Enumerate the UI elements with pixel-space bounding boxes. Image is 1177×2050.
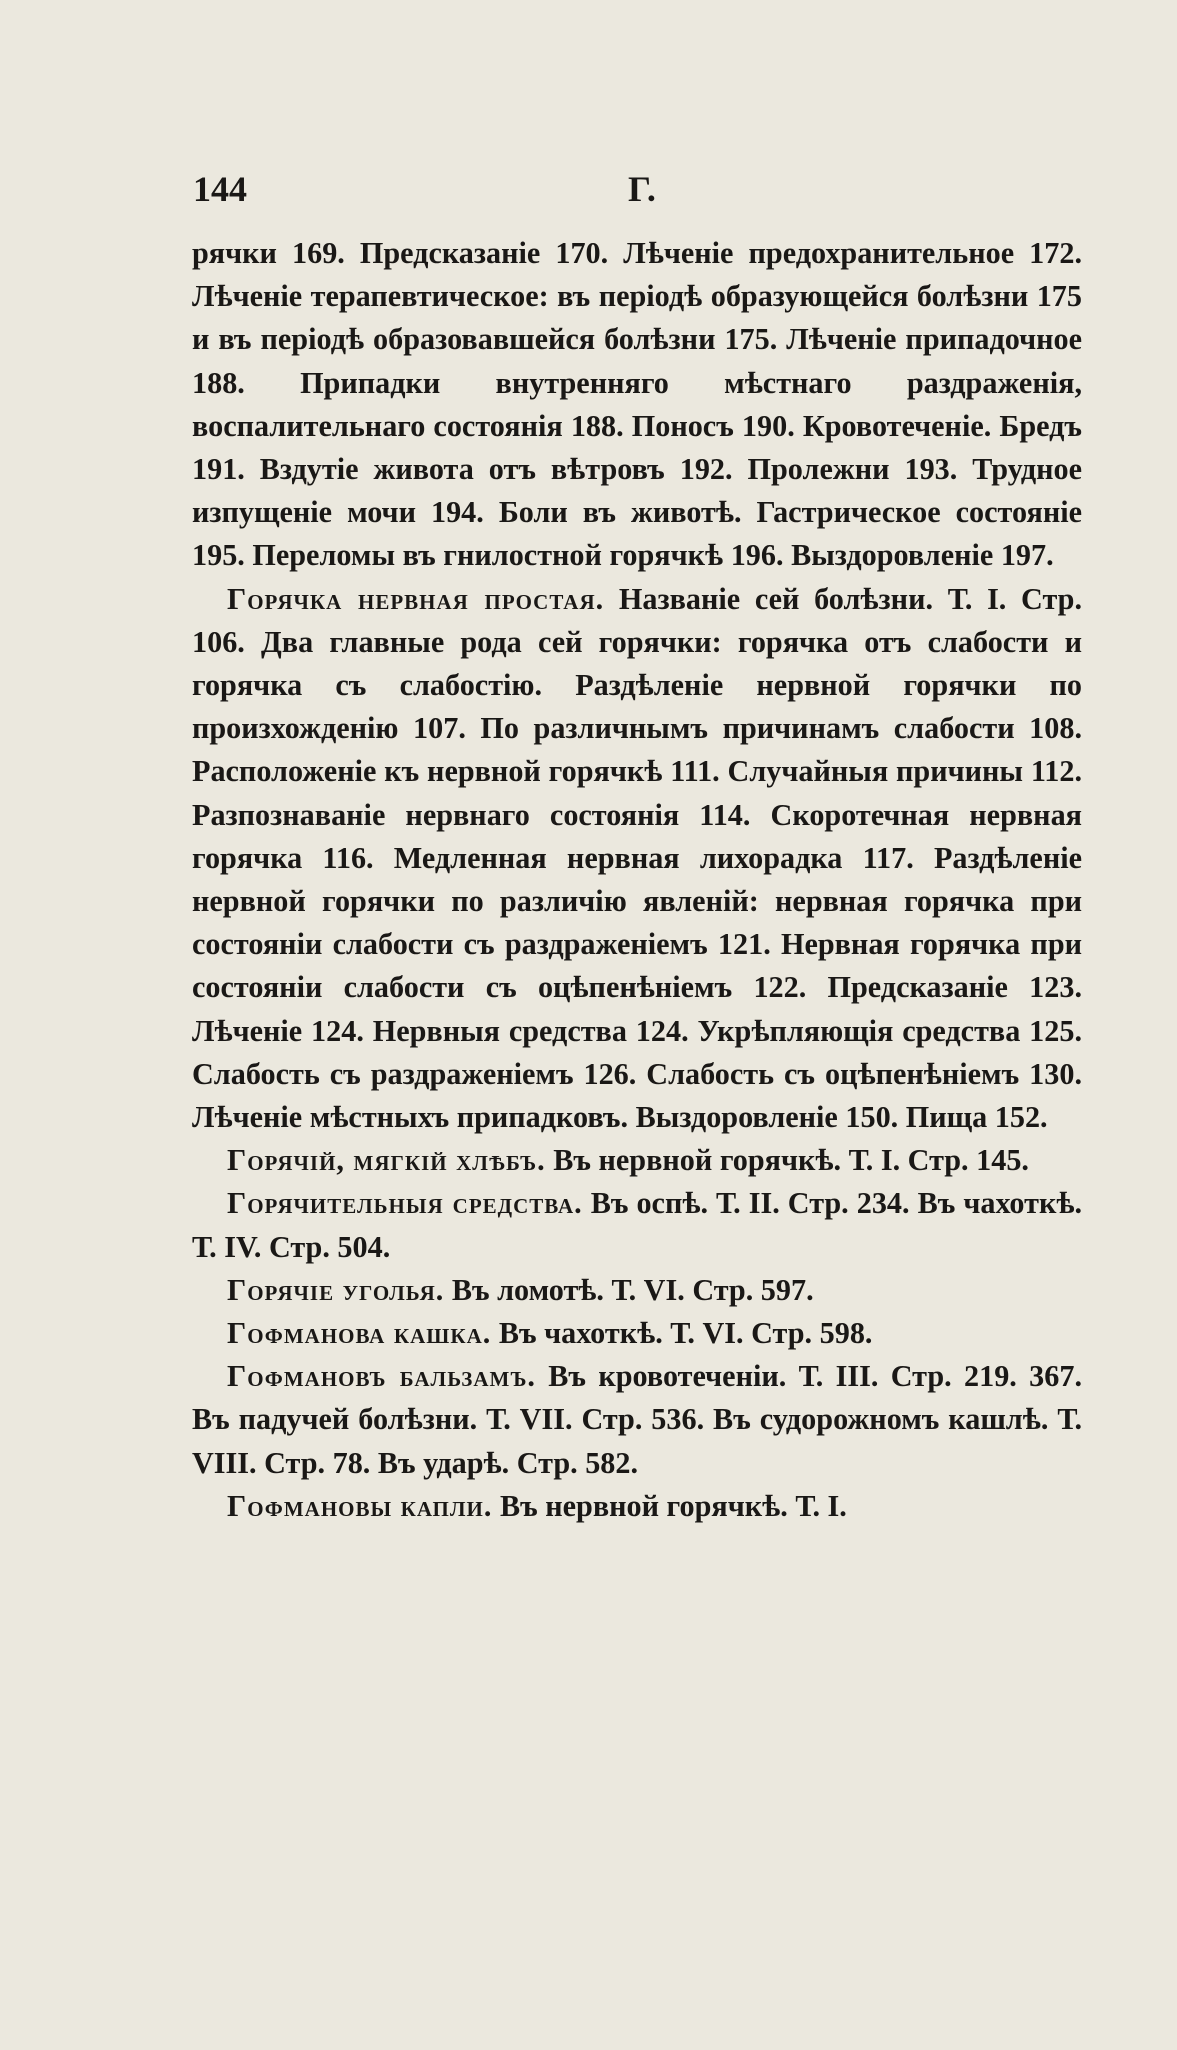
entry-text: Названіе сей болѣзни. Т. I. Стр. 106. Два главные рода сей горячки: горячка отъ слабости и горячка съ слабостію. Раздѣленіе нервной горячки по произхожденію 107. По различнымъ причинамъ слабости 108. Расположеніе къ нервной горячкѣ 111. Случайныя причины 112. Разпознаваніе нервнаго состоянія 114. Скоротечная нервная горячка 116. Медленная нервная лихорадка 117. Раздѣленіе нервной горячки по различію явленій: нервная горячка при состояніи слабости съ раздраженіемъ 121. Нервная горячка при состояніи слабости съ оцѣпенѣніемъ 122. Предсказаніе 123. Лѣченіе 124. Нервныя средства 124. Укрѣпляющія средства 125. Слабость съ раздраженіемъ 126. Слабость съ оцѣпенѣніемъ 130. Лѣченіе мѣстныхъ припадковъ. Выздоровленіе 150. Пища 152. [192,581,1082,1135]
index-entry [192,1355,1082,1485]
index-entry [192,232,1082,578]
entry-head: Гофмановы капли. [227,1488,493,1523]
page-header [193,168,1093,228]
entry-head: Гофманова кашка. [227,1316,492,1351]
index-entry [192,1182,1082,1268]
entry-head: Гофмановъ бальзамъ. [227,1359,536,1394]
entry-head: Горячка нервная простая. [227,581,605,616]
entry-text: Въ кровотеченіи. Т. III. Стр. 219. 367. Въ падучей болѣзни. Т. VII. Стр. 536. Въ судорожномъ кашлѣ. Т. VIII. Стр. 78. Въ ударѣ. Стр. 582. [192,1359,1082,1480]
running-head: Г. [628,169,656,209]
page-number: 144 [193,169,247,209]
entry-text: Въ чахоткѣ. Т. VI. Стр. 598. [491,1316,873,1351]
entry-head: Горячительныя средства. [227,1186,583,1221]
entry-text: Въ нервной горячкѣ. Т. I. Стр. 145. [545,1143,1029,1178]
entry-text: Въ оспѣ. Т. II. Стр. 234. Въ чахоткѣ. Т. IV. Стр. 504. [192,1186,1083,1264]
index-text [192,232,1082,1528]
entry-head: Горячіе уголья. [227,1272,445,1307]
entry-text: Въ ломотѣ. Т. VI. Стр. 597. [444,1272,814,1307]
index-entry [192,1139,1082,1182]
entry-text: Въ нервной горячкѣ. Т. I. [492,1488,847,1523]
entry-text: рячки 169. Предсказаніе 170. Лѣченіе предохранительное 172. Лѣченіе терапевтическое: въ періодѣ образующейся болѣзни 175 и въ періодѣ образовавшейся болѣзни 175. Лѣченіе припадочное 188. Припадки внутренняго мѣстнаго раздраженія, воспалительнаго состоянія 188. Поносъ 190. Кровотеченіе. Бредъ 191. Вздутіе живота отъ вѣтровъ 192. Пролежни 193. Трудное изпущеніе мочи 194. Боли въ животѣ. Гастрическое состояніе 195. Переломы въ гнилостной горячкѣ 196. Выздоровленіе 197. [192,236,1082,573]
index-entry [192,1269,1082,1312]
entry-head: Горячій, мягкій хлѣбъ. [227,1143,546,1178]
index-entry [192,578,1082,1140]
index-entry [192,1485,1082,1528]
index-entry [192,1312,1082,1355]
